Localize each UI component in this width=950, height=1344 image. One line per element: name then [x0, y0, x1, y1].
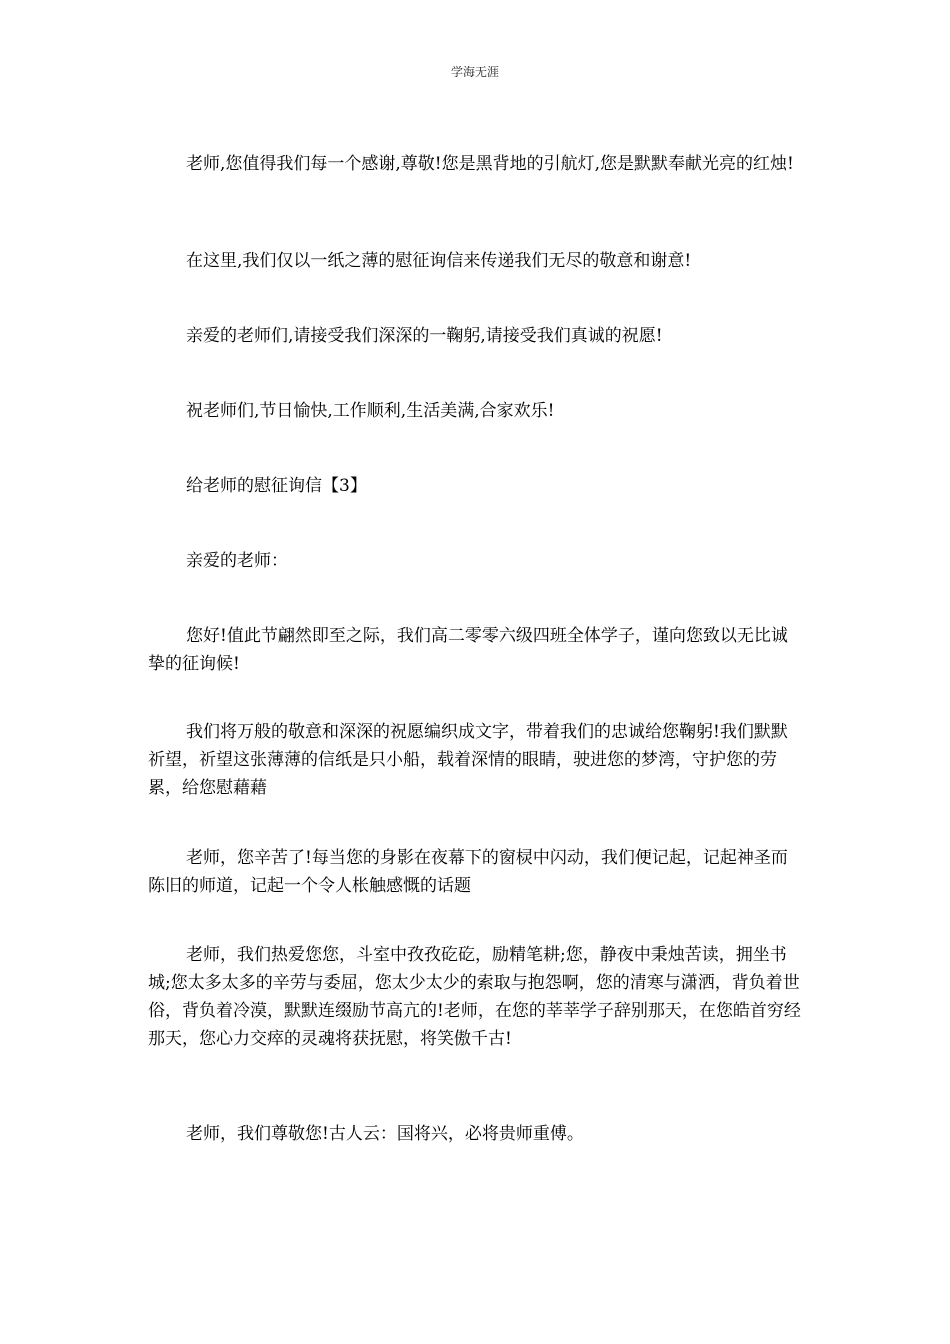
paragraph-2: 在这里,我们仅以一纸之薄的慰征询信来传递我们无尽的敬意和谢意!	[186, 251, 692, 271]
paragraph-5: 您好!值此节翩然即至之际，我们高二零零六级四班全体学子，谨向您致以无比诚挚的征询候!	[148, 626, 788, 674]
salutation: 亲爱的老师：	[186, 551, 288, 571]
paragraph-7: 老师，您辛苦了!每当您的身影在夜幕下的窗棂中闪动，我们便记起，记起神圣而陈旧的师道，记起一个令人枨触感慨的话题	[148, 848, 788, 896]
paragraph-9: 老师，我们尊敬您!古人云：国将兴，必将贵师重傅。	[186, 1124, 584, 1144]
section-heading: 给老师的慰征询信【3】	[186, 476, 367, 496]
paragraph-8: 老师，我们热爱您您，斗室中孜孜矻矻，励精笔耕;您，静夜中秉烛苦读，拥坐书城;您太多太多的辛劳与委屈，您太少太少的索取与抱怨啊，您的清寒与潇洒，背负着世俗，背负着冷漠，默默连缀励节高亢的!老师，在您的莘莘学子辞别那天，在您皓首穷经那天，您心力交瘁的灵魂将获抚慰，将笑傲千古!	[148, 945, 801, 1049]
paragraph-3: 亲爱的老师们,请接受我们深深的一鞠躬,请接受我们真诚的祝愿!	[186, 326, 663, 346]
paragraph-4: 祝老师们,节日愉快,工作顺利,生活美满,合家欢乐!	[186, 401, 555, 421]
paragraph-6: 我们将万般的敬意和深深的祝愿编织成文字，带着我们的忠诚给您鞠躬!我们默默祈望，祈望这张薄薄的信纸是只小船，载着深情的眼睛，驶进您的梦湾，守护您的劳累，给您慰藉藉	[148, 722, 788, 798]
paragraph-1: 老师,您值得我们每一个感谢,尊敬!您是黑背地的引航灯,您是默默奉献光亮的红烛!	[186, 154, 794, 174]
page-header: 学海无涯	[450, 65, 499, 79]
